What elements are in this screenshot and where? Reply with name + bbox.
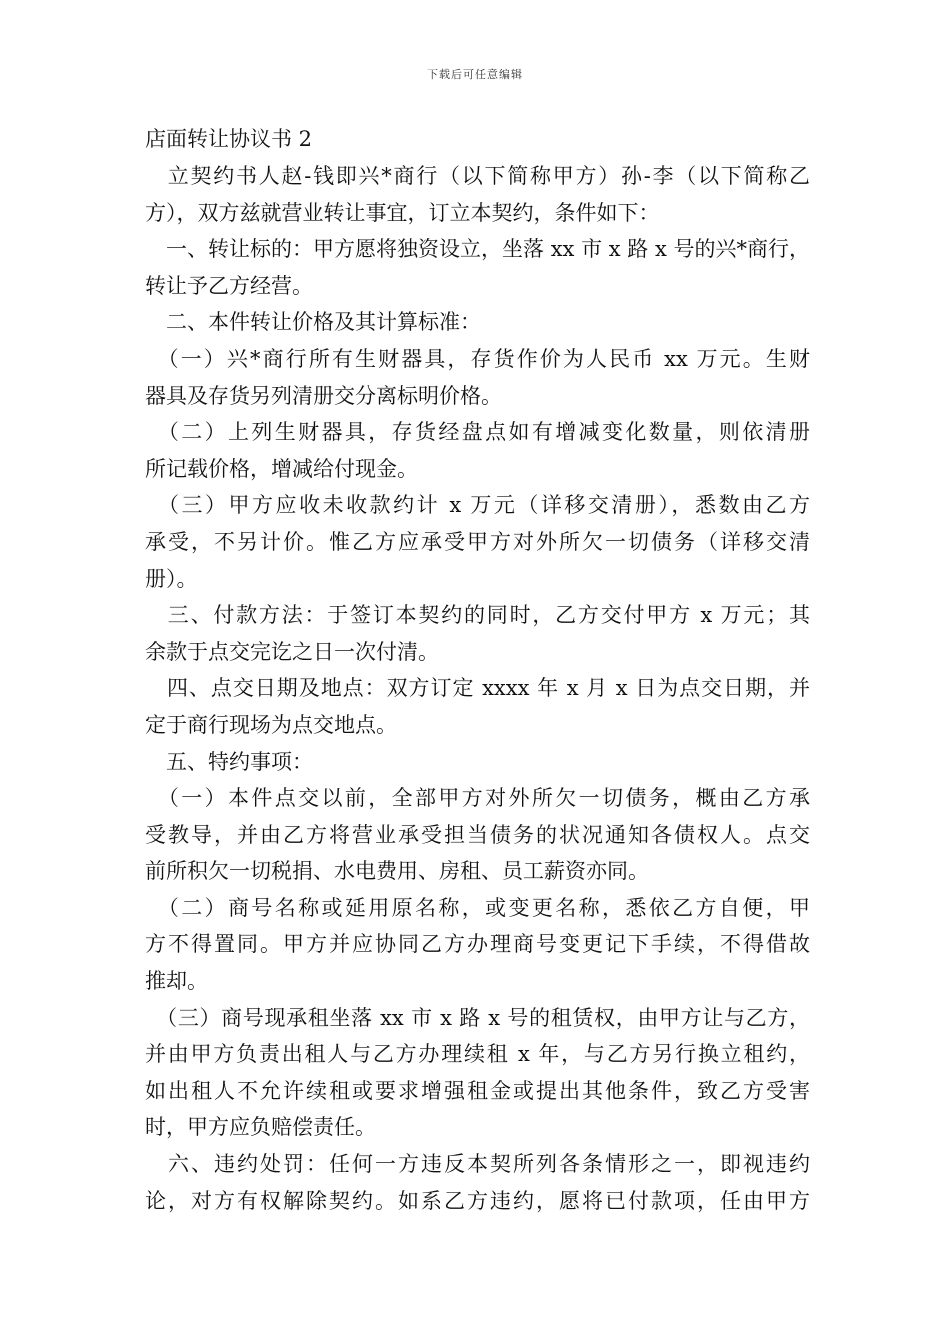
document-body [145, 120, 810, 1219]
paragraph-line: 受教导，并由乙方将营业承受担当债务的状况通知各债权人。点交 [145, 822, 810, 847]
paragraph-line: 三、付款方法：于签订本契约的同时，乙方交付甲方 x 万元；其 [145, 603, 810, 628]
paragraph-line: 转让予乙方经营。 [145, 273, 313, 298]
paragraph-line: 方），双方兹就营业转让事宜，订立本契约，条件如下： [145, 200, 660, 225]
paragraph-line: （二）商号名称或延用原名称，或变更名称，悉依乙方自便，甲 [145, 895, 810, 920]
paragraph-line: 余款于点交完讫之日一次付清。 [145, 639, 439, 664]
paragraph-line: （一）兴*商行所有生财器具，存货作价为人民币 xx 万元。生财 [145, 346, 810, 371]
paragraph-line: 六、违约处罚：任何一方违反本契所列各条情形之一，即视违约 [145, 1152, 810, 1177]
document-title: 店面转让协议书 2 [145, 127, 313, 151]
paragraph-line: 时，甲方应负赔偿责任。 [145, 1115, 376, 1140]
paragraph-line: 所记载价格，增减给付现金。 [145, 456, 418, 481]
paragraph-line: 承受，不另计价。惟乙方应承受甲方对外所欠一切债务（详移交清 [145, 529, 810, 554]
paragraph-line: 册）。 [145, 566, 198, 591]
paragraph-line: 二、本件转让价格及其计算标准： [145, 310, 481, 335]
paragraph-line: 前所积欠一切税捐、水电费用、房租、员工薪资亦同。 [145, 859, 649, 884]
paragraph-line: 一、转让标的：甲方愿将独资设立，坐落 xx 市 x 路 x 号的兴*商行， [145, 237, 810, 262]
paragraph-line: 五、特约事项： [145, 749, 313, 774]
paragraph-line: 推却。 [145, 969, 208, 994]
paragraph-line: （二）上列生财器具，存货经盘点如有增减变化数量，则依清册 [145, 420, 810, 445]
paragraph-line: 论，对方有权解除契约。如系乙方违约，愿将已付款项，任由甲方 [145, 1188, 810, 1213]
paragraph-line: （三）甲方应收未收款约计 x 万元（详移交清册），悉数由乙方 [145, 493, 810, 518]
paragraph-line: 定于商行现场为点交地点。 [145, 712, 397, 737]
page-header: 下载后可任意编辑 [427, 68, 523, 81]
paragraph-line: 如出租人不允许续租或要求增强租金或提出其他条件，致乙方受害 [145, 1078, 810, 1103]
paragraph-line: （一）本件点交以前，全部甲方对外所欠一切债务，概由乙方承 [145, 786, 810, 811]
paragraph-line: 并由甲方负责出租人与乙方办理续租 x 年，与乙方另行换立租约， [145, 1042, 810, 1067]
paragraph-line: 立契约书人赵-钱即兴*商行（以下简称甲方）孙-李（以下简称乙 [145, 164, 810, 188]
paragraph-line: 方不得置同。甲方并应协同乙方办理商号变更记下手续，不得借故 [145, 932, 810, 957]
paragraph-line: （三）商号现承租坐落 xx 市 x 路 x 号的租赁权，由甲方让与乙方， [145, 1005, 810, 1030]
paragraph-line: 器具及存货另列清册交分离标明价格。 [145, 383, 502, 408]
paragraph-line: 四、点交日期及地点：双方订定 xxxx 年 x 月 x 日为点交日期，并 [145, 676, 810, 701]
